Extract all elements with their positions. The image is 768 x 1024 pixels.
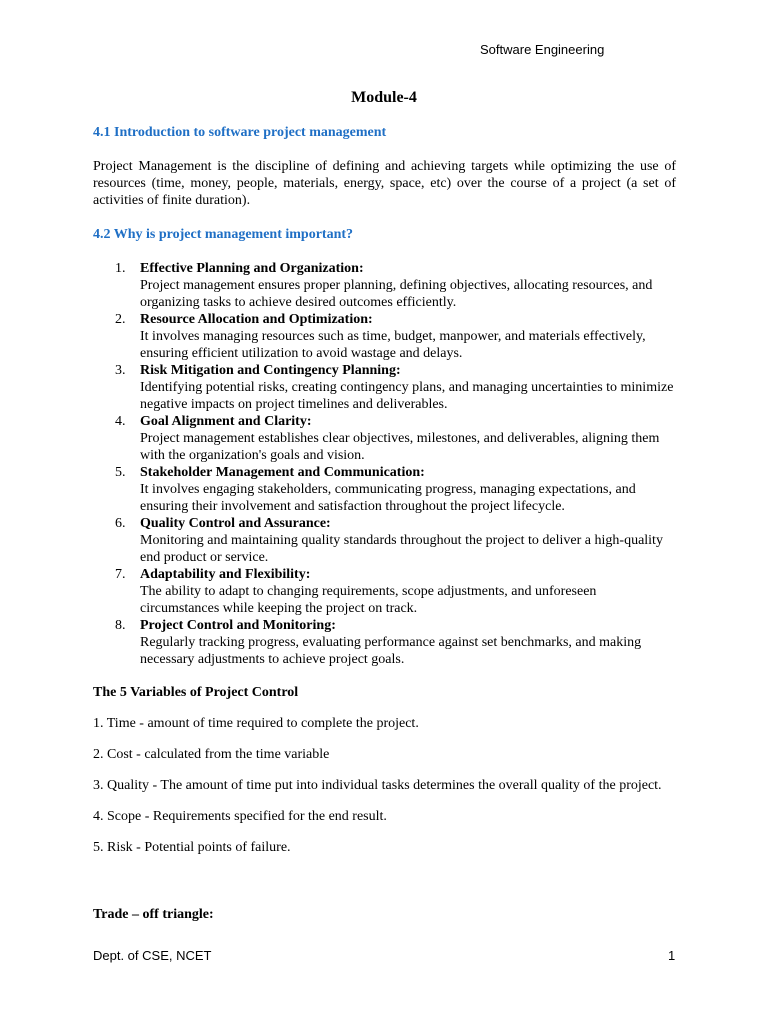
footer-department: Dept. of CSE, NCET <box>93 948 212 963</box>
list-item-number: 5. <box>115 465 126 480</box>
list-item <box>93 515 676 566</box>
list-item-number: 1. <box>115 261 126 276</box>
list-item-text: Project management ensures proper planning, defining objectives, allocating resources, and organizing tasks to achieve desired outcomes efficiently. <box>140 278 653 310</box>
list-item-title: Stakeholder Management and Communication: <box>140 465 425 480</box>
list-item-title: Resource Allocation and Optimization: <box>140 312 373 327</box>
list-item-number: 4. <box>115 414 126 429</box>
importance-list <box>93 260 676 668</box>
section-heading-intro: 4.1 Introduction to software project management <box>93 125 387 140</box>
variable-item-quality: 3. Quality - The amount of time put into individual tasks determines the overall quality of the project. <box>93 778 662 793</box>
intro-paragraph: Project Management is the discipline of defining and achieving targets while optimizing the use of resources (time, money, people, materials, energy, space, etc) over the course of a project (a set of activities of finite duration). <box>93 159 676 208</box>
list-item-text: Identifying potential risks, creating contingency plans, and managing uncertainties to minimize negative impacts on project timelines and deliverables. <box>140 380 674 412</box>
list-item-title: Adaptability and Flexibility: <box>140 567 311 582</box>
list-item <box>93 566 676 617</box>
list-item-text: Monitoring and maintaining quality standards throughout the project to deliver a high-quality end product or service. <box>140 533 663 565</box>
list-item-number: 3. <box>115 363 126 378</box>
list-item-title: Goal Alignment and Clarity: <box>140 414 312 429</box>
variable-item-risk: 5. Risk - Potential points of failure. <box>93 840 291 855</box>
list-item <box>93 617 676 668</box>
list-item-number: 8. <box>115 618 126 633</box>
document-body <box>93 124 676 923</box>
tradeoff-heading: Trade – off triangle: <box>93 907 214 922</box>
list-item <box>93 311 676 362</box>
list-item-title: Effective Planning and Organization: <box>140 261 364 276</box>
list-item-text: It involves managing resources such as time, budget, manpower, and materials effectively, ensuring efficient utilization to avoid wastage and delays. <box>140 329 646 361</box>
variable-item-cost: 2. Cost - calculated from the time variable <box>93 747 330 762</box>
list-item-text: Regularly tracking progress, evaluating performance against set benchmarks, and making necessary adjustments to achieve project goals. <box>140 635 642 667</box>
variable-item-scope: 4. Scope - Requirements specified for the end result. <box>93 809 387 824</box>
list-item-title: Quality Control and Assurance: <box>140 516 331 531</box>
list-item-number: 2. <box>115 312 126 327</box>
footer-page-number: 1 <box>668 948 676 963</box>
list-item <box>93 362 676 413</box>
list-item-number: 6. <box>115 516 126 531</box>
list-item-text: It involves engaging stakeholders, communicating progress, managing expectations, and ensuring their involvement and satisfaction throughout the project lifecycle. <box>140 482 636 514</box>
list-item-text: Project management establishes clear objectives, milestones, and deliverables, aligning them with the organization's goals and vision. <box>140 431 660 463</box>
variables-heading: The 5 Variables of Project Control <box>93 685 299 700</box>
page-title: Module-4 <box>351 89 417 106</box>
list-item <box>93 464 676 515</box>
running-header: Software Engineering <box>480 42 605 57</box>
list-item-number: 7. <box>115 567 126 582</box>
list-item <box>93 260 676 311</box>
section-heading-importance: 4.2 Why is project management important? <box>93 227 354 242</box>
variable-item-time: 1. Time - amount of time required to complete the project. <box>93 716 419 731</box>
list-item-title: Risk Mitigation and Contingency Planning: <box>140 363 401 378</box>
list-item-title: Project Control and Monitoring: <box>140 618 336 633</box>
list-item-text: The ability to adapt to changing requirements, scope adjustments, and unforeseen circumstances while keeping the project on track. <box>140 584 597 616</box>
list-item <box>93 413 676 464</box>
